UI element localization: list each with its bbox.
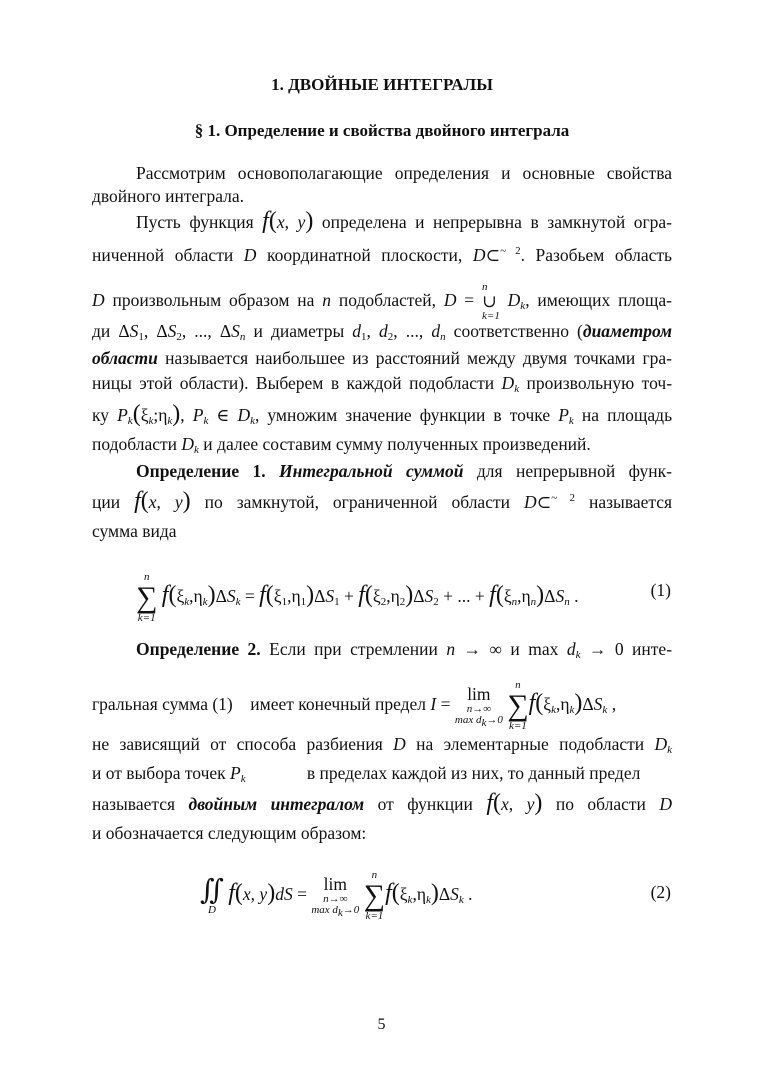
def2-line-3: не зависящий от способа разбиения D на элементарные подобласти $D_k$ [92,734,673,756]
def2-line-6: и обозначается следующим образом: [92,823,367,843]
para2-line-6: ницы этой области). Выберем в каждой подобласти $D_k$ произвольную точ- [92,373,673,395]
para2-line-8: подобласти $D_k$ и далее составим сумму полученных произведений. [92,434,591,456]
equation-2-number: (2) [650,882,671,902]
page-number: 5 [377,1016,386,1033]
def1-line-3: сумма вида [92,521,177,541]
para2-line-4: ди $\Delta S_1$, $\Delta S_2$, ..., $\Delta S_n$ и диаметры $d_1$, $d_2$, ..., $d_n$ соответственно (диаметром [92,321,673,343]
chapter-title: 1. ДВОЙНЫЕ ИНТЕГРАЛЫ [271,75,493,94]
def2-line-4: и от выбора точек $P_k$ в пределах каждой из них, то данный предел [92,763,641,785]
para2-line-3: D произвольным образом на n подобластей, D = n ∪ k=1 $D_k$, имеющих площа- [92,281,673,322]
equation-2: ∬ D f(x, y)dS = lim n→∞ $\max d_k\to 0$ n ∑ k=1 $f(\xi_k,\eta_k)\Delta S_k$ . [200,869,473,922]
para2-line-1: Пусть функция f(x, y) определена и непрерывна в замкнутой огра- [136,208,673,234]
def2-line-2: гральная сумма (1) имеет конечный предел I = lim n→∞ $\max d_k\to 0$ n ∑ k=1 $f(\xi_k,\eta_k)\Delta S_k$ , [92,679,617,732]
equation-1: n ∑ k=1 $f(\xi_k,\eta_k)\Delta S_k = f(\xi_1,\eta_1)\Delta S_1 + f(\xi_2,\eta_2)\Delta S_2$ + ... + $f(\xi_n,\eta_n)\Delta S_n$ . [136,571,579,624]
def2-line-5: называется двойным интегралом от функции f(x, y) по области D [92,790,673,816]
def1-line-2: ции f(x, y) по замкнутой, ограниченной области D⊂$^{\sim 2}$ называется [92,488,673,514]
section-title: § 1. Определение и свойства двойного интеграла [194,121,570,140]
para2-line-2: ниченной области D координатной плоскости, D⊂$^{\sim 2}$. Разобьем область [92,245,673,265]
para2-line-7: ку $P_k(\xi_k;\eta_k)$, $P_k$ ∈ $D_k$, умножим значение функции в точке $P_k$ на площадь [92,401,673,427]
intro-line-2: двойного интеграла. [92,186,245,206]
equation-1-number: (1) [650,580,671,600]
intro-line-1: Рассмотрим основополагающие определения и основные свойства [136,163,672,183]
def1-line-1: Определение 1. Интегральной суммой для непрерывной функ- [136,461,673,481]
def2-line-1: Определение 2. Если при стремлении n → ∞ и $\max d_k \to 0$ инте- [136,639,673,661]
para2-line-5: области называется наибольшее из расстояний между двумя точками гра- [92,348,672,368]
